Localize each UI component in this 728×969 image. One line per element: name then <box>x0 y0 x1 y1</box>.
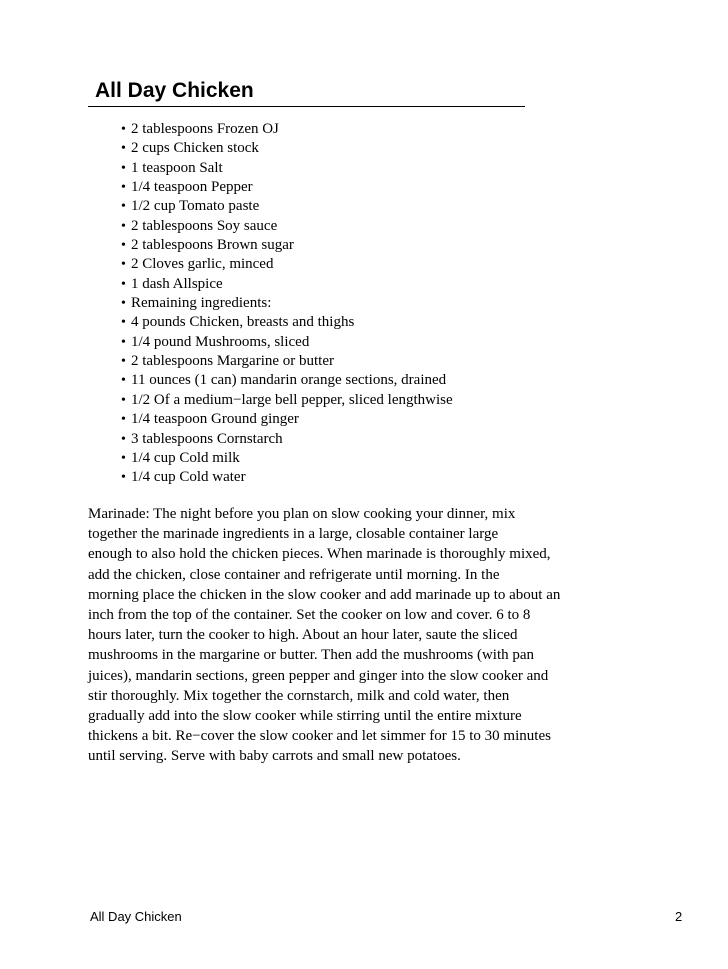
ingredient-item <box>121 120 453 139</box>
page-title: All Day Chicken <box>95 79 254 102</box>
ingredient-item <box>121 430 453 449</box>
ingredient-text: 1/2 cup Tomato paste <box>131 198 260 215</box>
ingredient-text: 1 dash Allspice <box>131 275 223 292</box>
instruction-line: juices), mandarin sections, green pepper and ginger into the slow cooker and <box>88 667 549 684</box>
bullet-icon: • <box>121 296 126 312</box>
ingredient-text: 11 ounces (1 can) mandarin orange sections, drained <box>131 372 447 389</box>
instruction-line: inch from the top of the container. Set the cooker on low and cover. 6 to 8 <box>88 607 531 624</box>
bullet-icon: • <box>121 276 126 292</box>
instructions-paragraph <box>88 504 608 767</box>
instruction-line: Marinade: The night before you plan on slow cooking your dinner, mix <box>88 506 516 522</box>
ingredient-item <box>121 468 453 487</box>
bullet-icon: • <box>121 373 126 389</box>
bullet-icon: • <box>121 392 126 408</box>
instruction-line: together the marinade ingredients in a large, closable container large <box>88 526 499 543</box>
ingredient-item <box>121 255 453 274</box>
bullet-icon: • <box>121 450 126 466</box>
ingredient-text: 1 teaspoon Salt <box>131 159 223 176</box>
bullet-icon: • <box>121 218 126 234</box>
ingredient-text: 2 tablespoons Frozen OJ <box>131 121 279 137</box>
ingredient-text: 1/4 pound Mushrooms, sliced <box>131 333 310 350</box>
bullet-icon: • <box>121 238 126 254</box>
ingredient-item <box>121 236 453 255</box>
instruction-line: hours later, turn the cooker to high. About an hour later, saute the sliced <box>88 627 518 644</box>
ingredient-item <box>121 294 453 313</box>
bullet-icon: • <box>121 315 126 331</box>
ingredient-text: 1/4 teaspoon Ground ginger <box>131 411 299 428</box>
ingredient-item <box>121 275 453 294</box>
ingredient-text: 1/4 teaspoon Pepper <box>131 179 253 196</box>
ingredient-item <box>121 352 453 371</box>
ingredient-item <box>121 410 453 429</box>
bullet-icon: • <box>121 470 126 486</box>
title-underline <box>88 106 525 107</box>
ingredient-text: 4 pounds Chicken, breasts and thighs <box>131 314 355 331</box>
bullet-icon: • <box>121 354 126 370</box>
ingredient-item <box>121 217 453 236</box>
ingredient-text: 2 Cloves garlic, minced <box>131 256 274 273</box>
ingredient-item <box>121 333 453 352</box>
ingredient-item <box>121 178 453 197</box>
ingredient-text: 2 tablespoons Brown sugar <box>131 237 294 254</box>
ingredient-item <box>121 197 453 216</box>
ingredient-item <box>121 391 453 410</box>
ingredient-text: 2 tablespoons Margarine or butter <box>131 353 335 370</box>
bullet-icon: • <box>121 199 126 215</box>
instruction-line: gradually add into the slow cooker while stirring until the entire mixture <box>88 708 522 725</box>
ingredient-text: 1/4 cup Cold milk <box>131 449 240 466</box>
instruction-line: mushrooms in the margarine or butter. Then add the mushrooms (with pan <box>88 647 535 664</box>
ingredient-text: 3 tablespoons Cornstarch <box>131 430 283 447</box>
page-number: 2 <box>675 909 683 924</box>
ingredient-item <box>121 159 453 178</box>
bullet-icon: • <box>121 180 126 196</box>
ingredient-item <box>121 449 453 468</box>
instruction-line: until serving. Serve with baby carrots and small new potatoes. <box>88 748 461 765</box>
bullet-icon: • <box>121 412 126 428</box>
footer-title: All Day Chicken <box>90 909 182 924</box>
instruction-line: add the chicken, close container and refrigerate until morning. In the <box>88 566 500 583</box>
bullet-icon: • <box>121 334 126 350</box>
ingredient-item <box>121 139 453 158</box>
bullet-icon: • <box>121 141 126 157</box>
ingredient-text: 1/2 Of a medium−large bell pepper, sliced lengthwise <box>131 391 453 408</box>
bullet-icon: • <box>121 431 126 447</box>
ingredient-text: 2 cups Chicken stock <box>131 140 259 157</box>
instruction-line: morning place the chicken in the slow cooker and add marinade up to about an <box>88 586 561 603</box>
bullet-icon: • <box>121 122 126 137</box>
instruction-line: thickens a bit. Re−cover the slow cooker and let simmer for 15 to 30 minutes <box>88 728 551 745</box>
instruction-line: enough to also hold the chicken pieces. When marinade is thoroughly mixed, <box>88 546 551 563</box>
ingredient-text: 2 tablespoons Soy sauce <box>131 217 278 234</box>
bullet-icon: • <box>121 257 126 273</box>
bullet-icon: • <box>121 160 126 176</box>
ingredient-item <box>121 371 453 390</box>
ingredient-item <box>121 313 453 332</box>
ingredient-list <box>121 120 453 488</box>
ingredient-text: 1/4 cup Cold water <box>131 469 246 486</box>
instruction-line: stir thoroughly. Mix together the cornstarch, milk and cold water, then <box>88 687 510 704</box>
ingredient-text: Remaining ingredients: <box>131 295 272 312</box>
